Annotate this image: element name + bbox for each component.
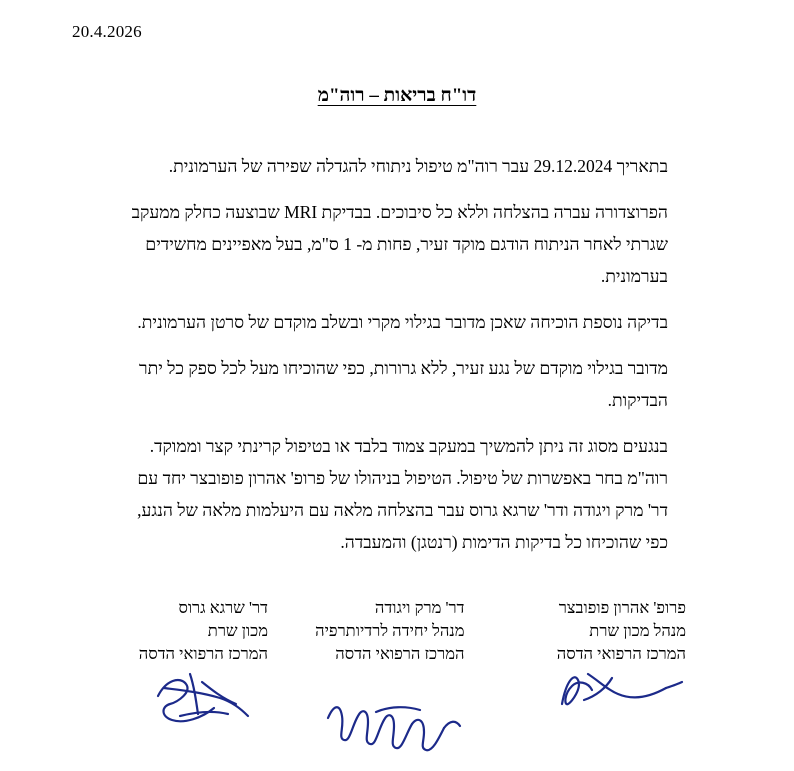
paragraph-3: בדיקה נוספת הוכיחה שאכן מדובר בגילוי מקרי ובשלב מוקדם של סרטן הערמונית. — [137, 312, 668, 332]
paragraph-2: הפרוצדורה עברה בהצלחה וללא כל סיבוכים. בבדיקת MRI שבוצעה כחלק ממעקב שגרתי לאחר הניתוח הודגם מוקד זעיר, פחות מ- 1 ס"מ, בעל מאפיינים מחשידים בערמונית. — [131, 202, 668, 286]
signatory-2 — [290, 596, 465, 665]
handwritten-signature-icon-gross — [140, 664, 270, 734]
signatory-2-institution: המרכז הרפואי הדסה — [335, 644, 465, 663]
document-date: 20.4.2026 — [72, 22, 142, 41]
signatory-3-role: מכון שרת — [207, 621, 268, 640]
page-title: דו"ח בריאות – רוה"מ — [317, 85, 477, 106]
paragraph-1: בתאריך 29.12.2024 עבר רוה"מ טיפול ניתוחי להגדלה שפירה של הערמונית. — [168, 156, 668, 176]
document-body — [128, 150, 668, 572]
signatory-1-name: פרופ' אהרון פופובצר — [558, 598, 686, 617]
signatory-2-role: מנהל יחידה לרדיותרפיה — [315, 621, 465, 640]
handwritten-signature-icon-vigoda — [320, 692, 470, 760]
handwritten-signature-icon-popovtzer — [548, 660, 688, 730]
paragraph-5: בנגעים מסוג זה ניתן להמשיך במעקב צמוד בלבד או בטיפול קרינתי קצר וממוקד. רוה"מ בחר באפשרות של טיפול. הטיפול בניהולו של פרופ' אהרון פופובצר יחד עם דר' מרק ויגודה ודר' שרגא גרוס עבר בהצלחה מלאה עם היעלמות מלאה של הנגע, כפי שהוכיחו כל בדיקות הדימות (רנטגן) והמעבדה. — [137, 436, 668, 552]
signatory-1-role: מנהל מכון שרת — [589, 621, 686, 640]
signatory-1 — [486, 596, 686, 665]
paragraph-4: מדובר בגילוי מוקדם של נגע זעיר, ללא גרורות, כפי שהוכיחו מעל לכל ספק כל יתר הבדיקות. — [139, 358, 668, 410]
signatory-3-name: דר' שרגא גרוס — [178, 598, 268, 617]
signature-block — [0, 596, 794, 665]
signatory-3 — [108, 596, 268, 665]
signatory-1-institution: המרכז הרפואי הדסה — [556, 644, 686, 663]
signatory-3-institution: המרכז הרפואי הדסה — [138, 644, 268, 663]
signatory-2-name: דר' מרק ויגודה — [374, 598, 465, 617]
